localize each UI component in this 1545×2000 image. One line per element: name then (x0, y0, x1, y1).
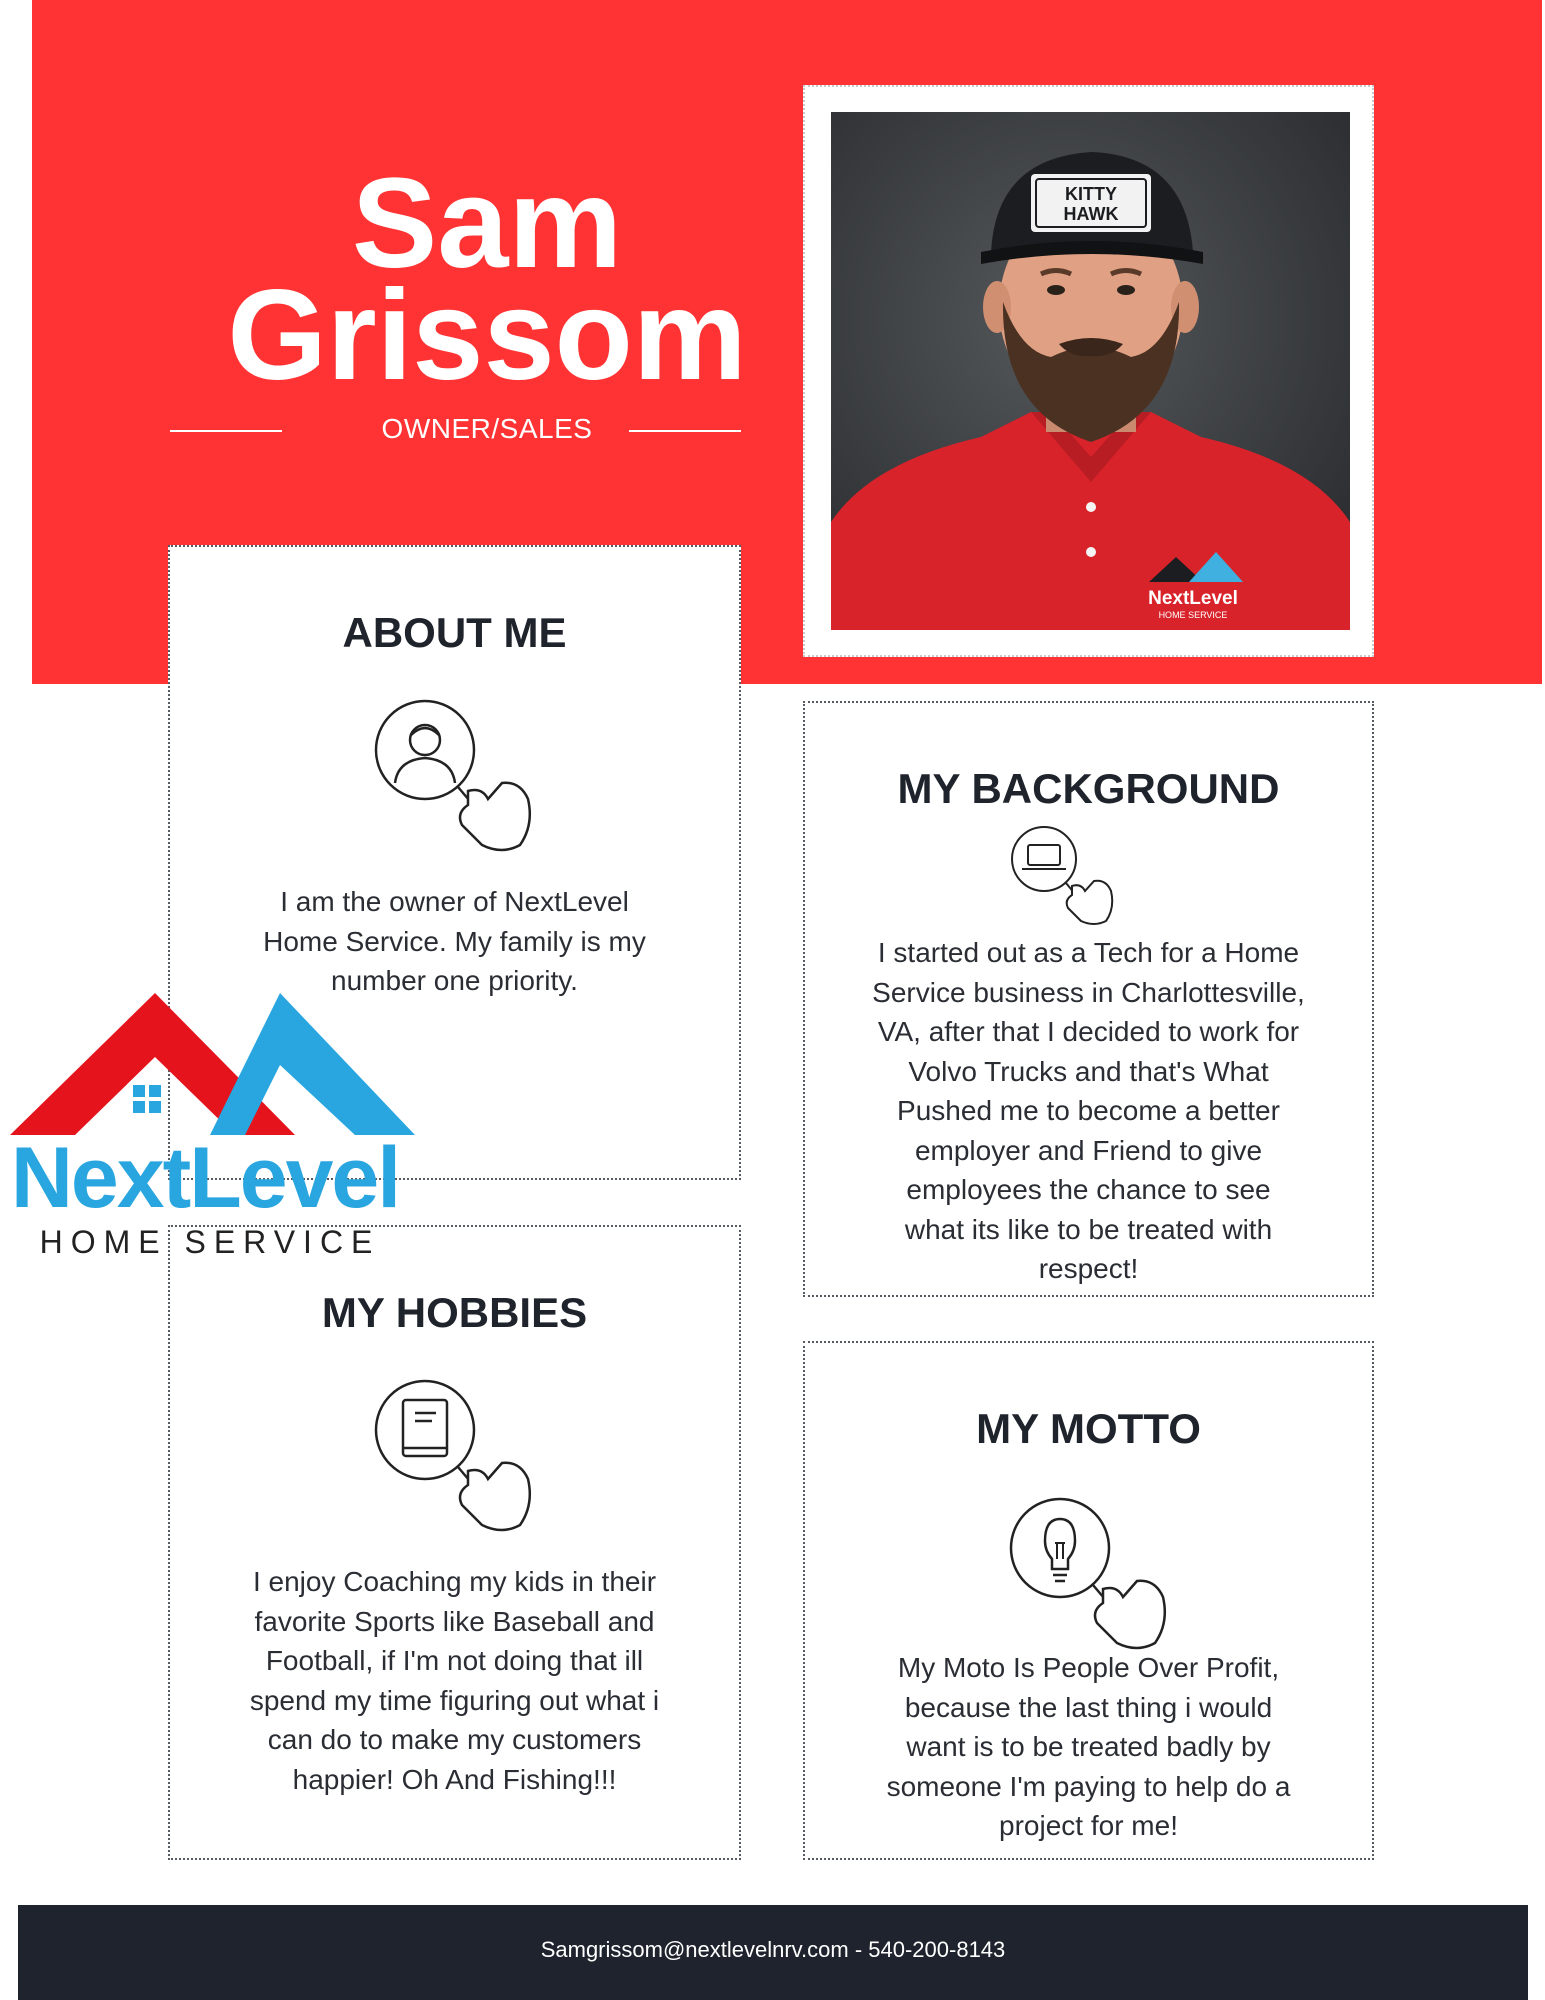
hobbies-line: spend my time figuring out what i (249, 1684, 660, 1716)
background-line: what its like to be treated with (904, 1213, 1273, 1245)
about-text (190, 882, 719, 1001)
background-line: employees the chance to see (906, 1174, 1271, 1205)
role-title: OWNER/SALES (381, 413, 593, 444)
motto-line: want is to be treated badly by (906, 1731, 1271, 1762)
bulb-magnify-icon (1005, 1493, 1175, 1658)
first-name: Sam (351, 152, 623, 295)
about-line: Home Service. My family is my (263, 925, 646, 957)
motto-line: My Moto Is People Over Profit, (897, 1652, 1280, 1683)
background-text (825, 933, 1352, 1289)
hobbies-line: happier! Oh And Fishing!!! (292, 1763, 617, 1795)
laptop-magnify-icon (1008, 823, 1120, 933)
motto-line: someone I'm paying to help do a (886, 1770, 1291, 1802)
person-magnify-icon (370, 695, 540, 860)
shirt-logo-tagline: HOME SERVICE (1158, 610, 1228, 620)
motto-card (803, 1341, 1374, 1860)
background-line: respect! (1038, 1253, 1139, 1284)
hobbies-line: Football, if I'm not doing that ill (265, 1645, 644, 1676)
hobbies-line: can do to make my customers (267, 1724, 642, 1755)
portrait-frame (803, 85, 1374, 657)
background-line: Volvo Trucks and that's What (908, 1055, 1269, 1087)
shirt-logo-brand: NextLevel (1148, 588, 1238, 609)
hobbies-card (168, 1225, 741, 1860)
about-line: I am the owner of NextLevel (280, 886, 629, 917)
hobbies-line: I enjoy Coaching my kids in their (252, 1566, 657, 1597)
motto-line: because the last thing i would (904, 1691, 1273, 1723)
portrait-illustration (831, 112, 1350, 630)
hobbies-text (190, 1562, 719, 1799)
footer-bar (18, 1905, 1528, 2000)
cap-text-2: HAWK (1063, 204, 1119, 224)
logo-brand: NextLevel (10, 1130, 400, 1226)
background-line: I started out as a Tech for a Home (877, 937, 1300, 968)
nextlevel-logo (5, 985, 415, 1265)
background-line: Pushed me to become a better (897, 1095, 1280, 1126)
cap-text-1: KITTY (1065, 184, 1117, 204)
last-name: Grissom (227, 264, 747, 407)
role-divider-right (629, 430, 741, 432)
role-divider-left (170, 430, 282, 432)
logo-tagline: HOME SERVICE (39, 1224, 381, 1260)
hobbies-title: MY HOBBIES (321, 1289, 588, 1336)
about-title: ABOUT ME (342, 609, 567, 656)
background-line: employer and Friend to give (914, 1134, 1263, 1166)
about-line: number one priority. (331, 965, 578, 996)
motto-line: project for me! (999, 1810, 1178, 1841)
background-title: MY BACKGROUND (897, 765, 1280, 812)
motto-text (825, 1648, 1352, 1846)
book-magnify-icon (370, 1375, 540, 1540)
motto-title: MY MOTTO (976, 1405, 1201, 1452)
background-line: Service business in Charlottesville, (872, 976, 1305, 1008)
hobbies-line: favorite Sports like Baseball and (254, 1605, 655, 1637)
contact-info: Samgrissom@nextlevelnrv.com - 540-200-8143 (540, 1937, 1006, 1962)
portrait-photo (831, 112, 1350, 630)
background-card (803, 701, 1374, 1297)
background-line: VA, after that I decided to work for (877, 1016, 1300, 1047)
